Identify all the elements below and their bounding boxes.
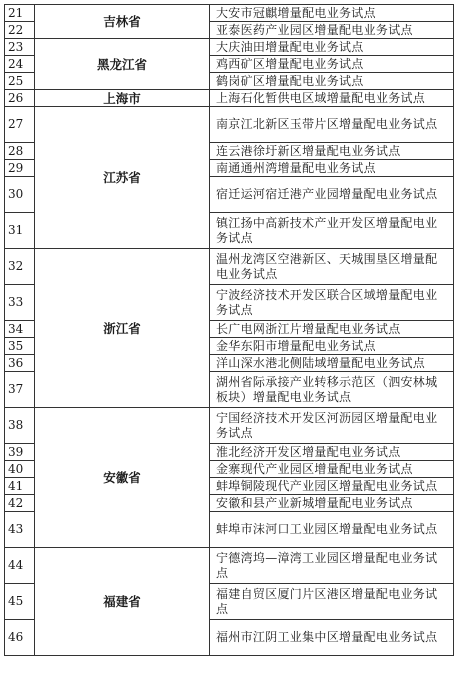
project-name: 大安市冠麒增量配电业务试点 xyxy=(210,5,454,22)
province-cell: 吉林省 xyxy=(35,5,210,39)
project-name: 洋山深水港北侧陆域增量配电业务试点 xyxy=(210,355,454,372)
row-number: 33 xyxy=(5,285,35,321)
project-name: 温州龙湾区空港新区、天城围垦区增量配电业务试点 xyxy=(210,249,454,285)
row-number: 24 xyxy=(5,56,35,73)
table-row xyxy=(5,408,454,444)
row-number: 22 xyxy=(5,22,35,39)
province-cell: 安徽省 xyxy=(35,408,210,548)
project-name: 连云港徐圩新区增量配电业务试点 xyxy=(210,143,454,160)
project-name: 亚泰医药产业园区增量配电业务试点 xyxy=(210,22,454,39)
project-name: 大庆油田增量配电业务试点 xyxy=(210,39,454,56)
project-name: 金寨现代产业园区增量配电业务试点 xyxy=(210,461,454,478)
row-number: 40 xyxy=(5,461,35,478)
project-name: 上海石化暂供电区域增量配电业务试点 xyxy=(210,90,454,107)
project-name: 蚌埠市沫河口工业园区增量配电业务试点 xyxy=(210,512,454,548)
table-body xyxy=(5,5,454,656)
project-name: 南通通州湾增量配电业务试点 xyxy=(210,160,454,177)
row-number: 30 xyxy=(5,177,35,213)
project-name: 南京江北新区玉带片区增量配电业务试点 xyxy=(210,107,454,143)
province-cell: 上海市 xyxy=(35,90,210,107)
row-number: 29 xyxy=(5,160,35,177)
row-number: 44 xyxy=(5,548,35,584)
row-number: 23 xyxy=(5,39,35,56)
row-number: 37 xyxy=(5,372,35,408)
project-name: 蚌埠铜陵现代产业园区增量配电业务试点 xyxy=(210,478,454,495)
row-number: 43 xyxy=(5,512,35,548)
row-number: 45 xyxy=(5,584,35,620)
row-number: 41 xyxy=(5,478,35,495)
row-number: 32 xyxy=(5,249,35,285)
project-name: 安徽和县产业新城增量配电业务试点 xyxy=(210,495,454,512)
row-number: 35 xyxy=(5,338,35,355)
project-name: 宁国经济技术开发区河沥园区增量配电业务试点 xyxy=(210,408,454,444)
row-number: 31 xyxy=(5,213,35,249)
table-row xyxy=(5,249,454,285)
row-number: 25 xyxy=(5,73,35,90)
row-number: 46 xyxy=(5,620,35,656)
province-cell: 江苏省 xyxy=(35,107,210,249)
row-number: 28 xyxy=(5,143,35,160)
row-number: 27 xyxy=(5,107,35,143)
table-row xyxy=(5,90,454,107)
project-name: 长广电网浙江片增量配电业务试点 xyxy=(210,321,454,338)
row-number: 36 xyxy=(5,355,35,372)
row-number: 26 xyxy=(5,90,35,107)
project-name: 鸡西矿区增量配电业务试点 xyxy=(210,56,454,73)
province-cell: 浙江省 xyxy=(35,249,210,408)
project-name: 宿迁运河宿迁港产业园增量配电业务试点 xyxy=(210,177,454,213)
project-name: 镇江扬中高新技术产业开发区增量配电业务试点 xyxy=(210,213,454,249)
province-cell: 黑龙江省 xyxy=(35,39,210,90)
table-row xyxy=(5,548,454,584)
project-name: 宁波经济技术开发区联合区域增量配电业务试点 xyxy=(210,285,454,321)
table-row xyxy=(5,107,454,143)
project-name: 湖州省际承接产业转移示范区（泗安林城板块）增量配电业务试点 xyxy=(210,372,454,408)
province-cell: 福建省 xyxy=(35,548,210,656)
pilot-projects-table xyxy=(4,4,454,656)
table-row xyxy=(5,39,454,56)
project-name: 福州市江阴工业集中区增量配电业务试点 xyxy=(210,620,454,656)
row-number: 39 xyxy=(5,444,35,461)
project-name: 福建自贸区厦门片区港区增量配电业务试点 xyxy=(210,584,454,620)
project-name: 宁德湾坞—漳湾工业园区增量配电业务试点 xyxy=(210,548,454,584)
project-name: 金华东阳市增量配电业务试点 xyxy=(210,338,454,355)
table-row xyxy=(5,5,454,22)
row-number: 21 xyxy=(5,5,35,22)
row-number: 42 xyxy=(5,495,35,512)
row-number: 34 xyxy=(5,321,35,338)
row-number: 38 xyxy=(5,408,35,444)
project-name: 鹤岗矿区增量配电业务试点 xyxy=(210,73,454,90)
project-name: 淮北经济开发区增量配电业务试点 xyxy=(210,444,454,461)
